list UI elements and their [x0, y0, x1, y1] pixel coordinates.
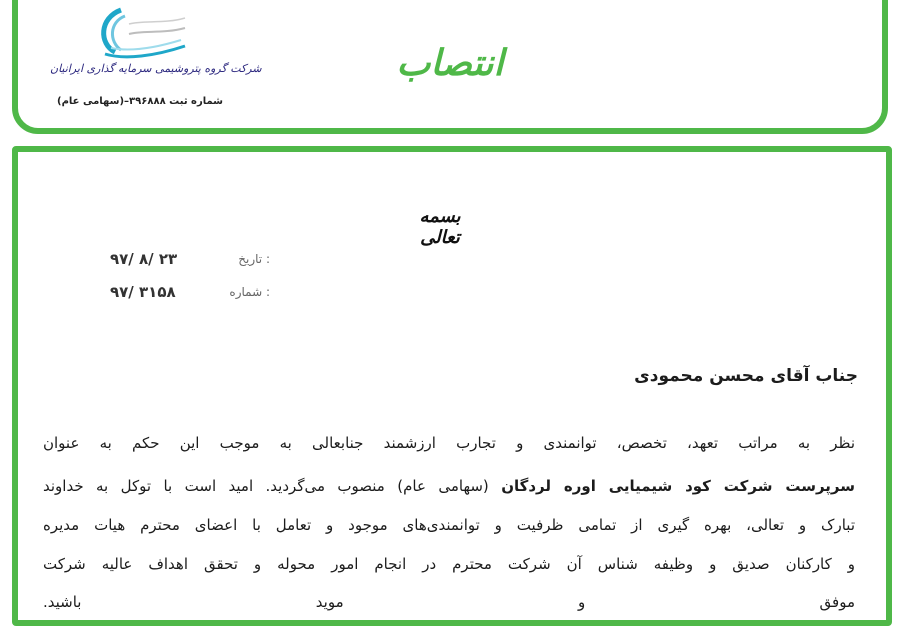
date-row [110, 250, 270, 270]
registration-number: (سهامی عام)–شماره ثبت ۳۹۶۸۸۸ [56, 96, 224, 107]
body-line-4: و کارکنان صدیق و وظیفه شناس آن شرکت محترم در انجام امور محوله و تحقق اهداف عالیه شرکت [43, 555, 855, 573]
date-value: ۹۷/ ۸/ ۲۳ [110, 250, 178, 268]
date-label: تاریخ : [238, 252, 270, 266]
basmala-heading: بسمه تعالی [419, 206, 461, 248]
body-line-1: نظر به مراتب تعهد، تخصص، توانمندی و تجارب ارزشمند جنابعالی به موجب این حکم به عنوان [43, 434, 855, 452]
number-value: ۹۷/ ۳۱۵۸ [110, 283, 176, 301]
number-label: شماره : [229, 285, 270, 299]
number-row [110, 283, 270, 303]
document-title: انتصاب [396, 42, 504, 84]
company-emblem-icon [85, 4, 195, 64]
body-line-5: موفق و موید باشید. [43, 593, 855, 611]
body-line-3: تبارک و تعالی، بهره گیری از تمامی ظرفیت و توانمندی‌های موجود و تعامل با اعضای محترم هیات مدیره [43, 516, 855, 534]
addressee: جناب آقای محسن محمودی [634, 366, 858, 386]
appointed-position: سرپرست شرکت کود شیمیایی اوره لردگان [501, 477, 855, 495]
company-name: شرکت گروه پتروشیمی سرمایه گذاری ایرانیان [50, 62, 262, 75]
company-logo [50, 4, 262, 104]
body-line-2-rest: (سهامی عام) منصوب می‌گردید. امید است با توکل به خداوند [43, 477, 502, 495]
body-line-2 [43, 476, 855, 496]
